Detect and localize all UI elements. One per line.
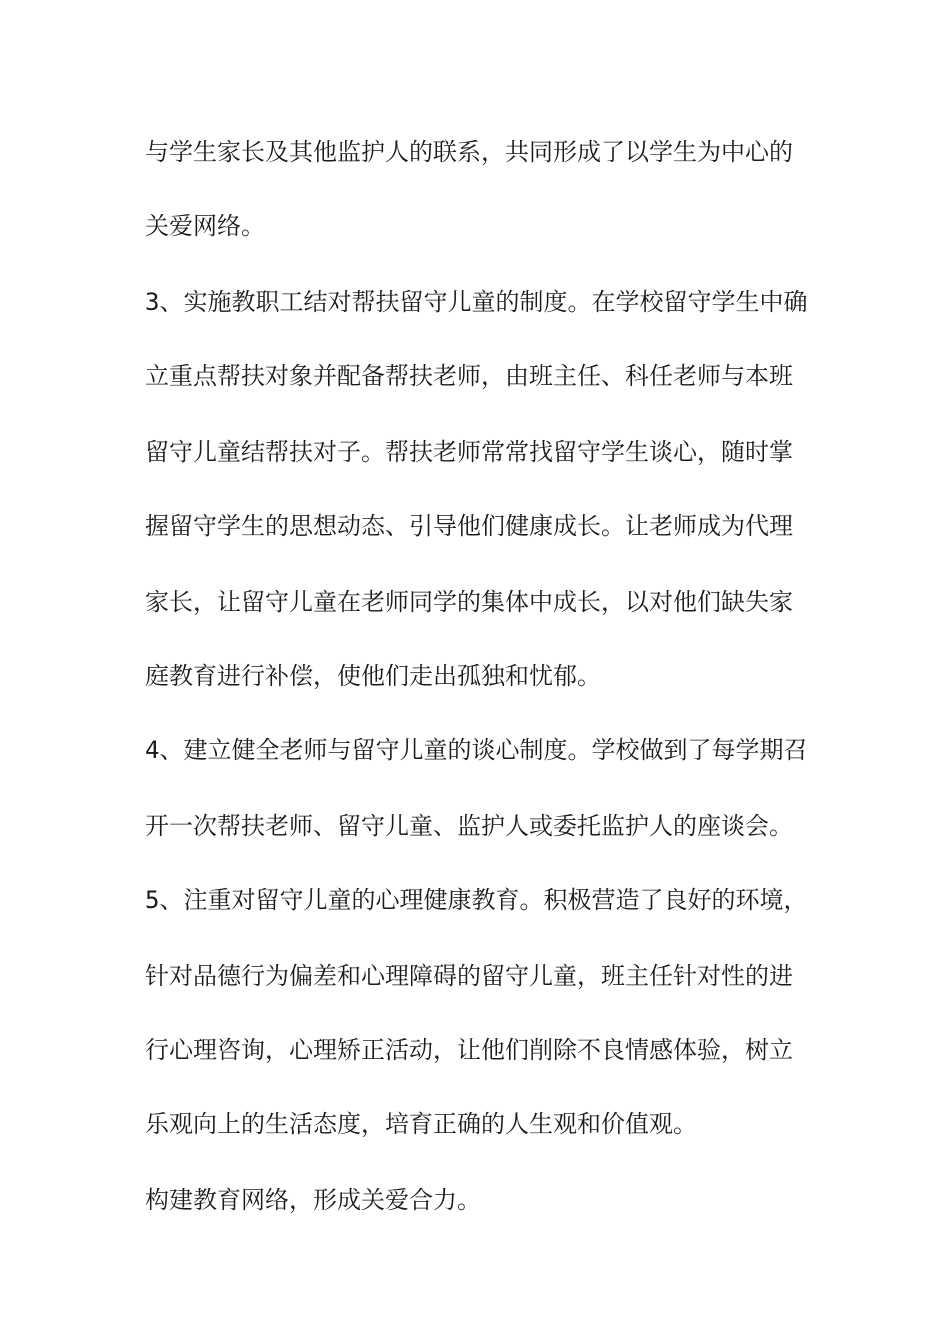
text-line: 开一次帮扶老师、留守儿童、监护人或委托监护人的座谈会。 [145, 812, 793, 840]
text-line: 针对品德行为偏差和心理障碍的留守儿童，班主任针对性的进 [145, 962, 793, 990]
text-line: 庭教育进行补偿，使他们走出孤独和忧郁。 [145, 662, 601, 690]
text-line: 3、实施教职工结对帮扶留守儿童的制度。在学校留守学生中确 [145, 288, 808, 316]
text-line: 握留守学生的思想动态、引导他们健康成长。让老师成为代理 [145, 512, 793, 540]
text-line: 立重点帮扶对象并配备帮扶老师，由班主任、科任老师与本班 [145, 362, 793, 390]
text-line: 留守儿童结帮扶对子。帮扶老师常常找留守学生谈心，随时掌 [145, 438, 793, 466]
text-line: 关爱网络。 [145, 212, 265, 240]
text-line: 构建教育网络，形成关爱合力。 [145, 1186, 481, 1214]
text-line: 乐观向上的生活态度，培育正确的人生观和价值观。 [145, 1110, 697, 1138]
text-line: 行心理咨询，心理矫正活动，让他们削除不良情感体验，树立 [145, 1036, 793, 1064]
text-line: 与学生家长及其他监护人的联系，共同形成了以学生为中心的 [145, 138, 793, 166]
text-line: 家长，让留守儿童在老师同学的集体中成长，以对他们缺失家 [145, 588, 793, 616]
text-line: 5、注重对留守儿童的心理健康教育。积极营造了良好的环境， [145, 886, 808, 914]
text-line: 4、建立健全老师与留守儿童的谈心制度。学校做到了每学期召 [145, 736, 808, 764]
